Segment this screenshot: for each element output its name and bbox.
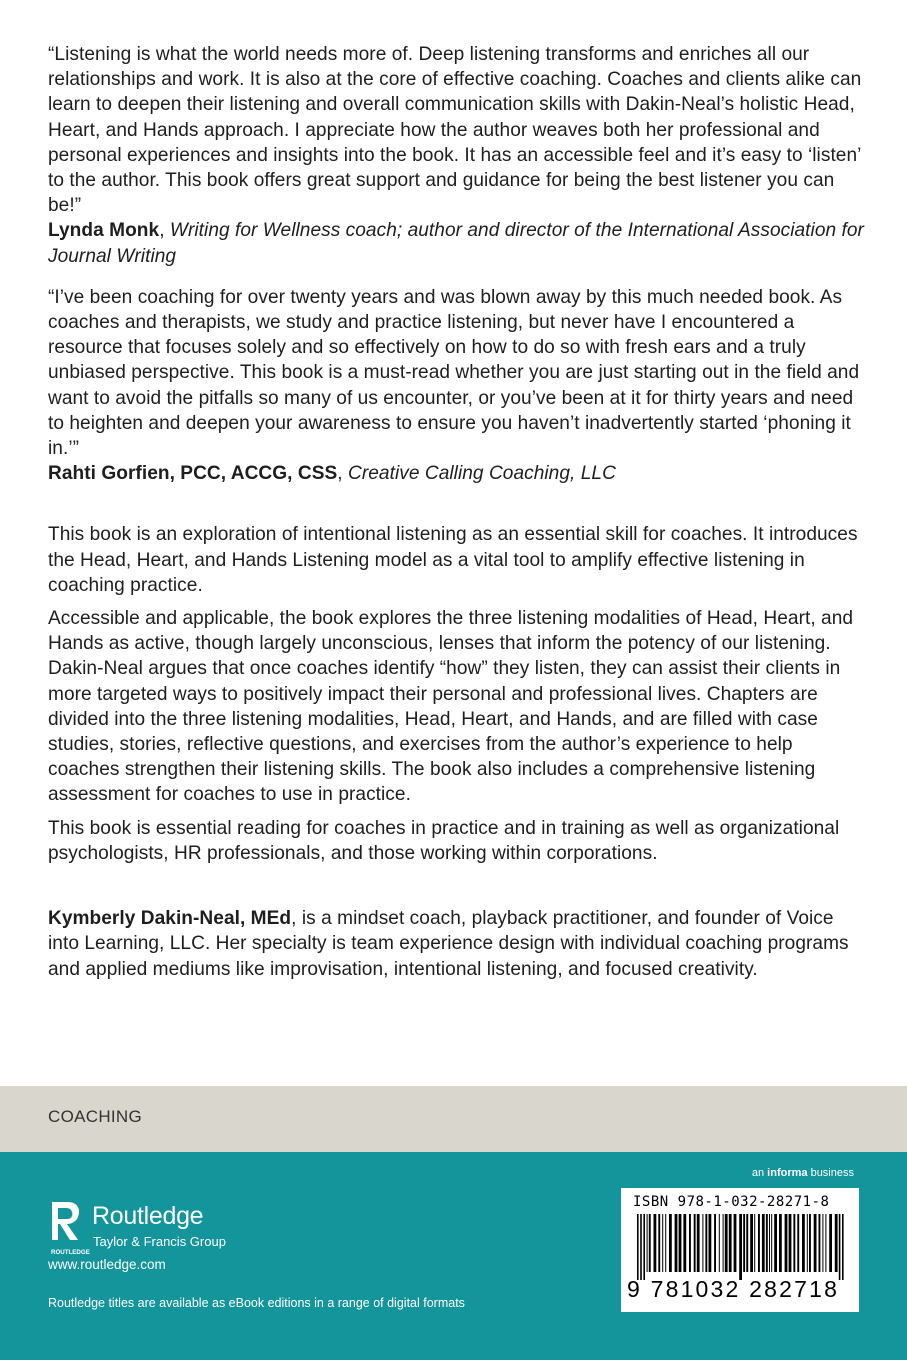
barcode-bar xyxy=(793,1214,795,1272)
publisher-group: Taylor & Francis Group xyxy=(93,1234,226,1249)
barcode-bar xyxy=(719,1214,720,1272)
barcode-bar xyxy=(774,1214,777,1272)
informa-brand: informa xyxy=(767,1167,808,1179)
barcode-bar xyxy=(743,1214,745,1272)
barcode-bar xyxy=(754,1214,755,1272)
ebook-note: Routledge titles are available as eBook editions in a range of digital formats xyxy=(48,1296,465,1310)
barcode-bar xyxy=(654,1214,657,1272)
barcode-bars xyxy=(631,1214,849,1280)
isbn-digits: 9 781032 282718 xyxy=(627,1276,840,1302)
barcode-bar xyxy=(643,1214,645,1280)
description-paragraph-1: This book is an exploration of intentional listening as an essential skill for coaches. It introduces the Head, Heart, and Hands Listening model as a vital tool to amplify effective listening in coaching practice. xyxy=(48,524,858,596)
barcode-bar xyxy=(723,1214,724,1272)
barcode-bar xyxy=(734,1214,737,1272)
isbn-label: ISBN 978-1-032-28271-8 xyxy=(633,1194,830,1210)
publisher-website[interactable]: www.routledge.com xyxy=(48,1257,166,1272)
barcode-bar xyxy=(729,1214,732,1272)
barcode-bar xyxy=(637,1214,639,1280)
barcode-bar xyxy=(797,1214,799,1272)
barcode-bar xyxy=(679,1214,682,1272)
isbn-barcode xyxy=(621,1188,859,1312)
barcode-bar xyxy=(750,1214,753,1272)
barcode-bar xyxy=(675,1214,678,1272)
barcode-bar xyxy=(746,1214,748,1272)
barcode-bar xyxy=(771,1214,772,1272)
description-paragraph-3: This book is essential reading for coaches in practice and in training as well as organizational psychologists, HR professionals, and those working within corporations. xyxy=(48,817,840,864)
barcode-bar xyxy=(802,1214,805,1272)
barcode-bar xyxy=(758,1214,760,1272)
barcode-bar xyxy=(714,1214,716,1272)
barcode-bar xyxy=(762,1214,765,1272)
barcode-bar xyxy=(807,1214,808,1272)
barcode-bar xyxy=(842,1214,844,1280)
testimonial-author: Rahti Gorfien, PCC, ACCG, CSS xyxy=(48,463,338,485)
barcode-bar xyxy=(819,1214,821,1272)
barcode-bar xyxy=(825,1214,826,1272)
routledge-logo-icon xyxy=(48,1200,90,1256)
category-band xyxy=(0,1086,907,1152)
barcode-bar xyxy=(694,1214,696,1272)
testimonial-text: “Listening is what the world needs more of. Deep listening transforms and enriches all our relationships and work. It is also at the core of effective coaching. Coaches and clients alike can learn to deepen their listening and overall communication skills with Dakin-Neal’s holistic Head, Heart, and Hands approach. I appreciate how the author weaves both her professional and personal experiences and insights into the book. It has an accessible feel and it’s easy to ‘listen’ to the author. This book offers great support and guidance for being the best listener you can be!” xyxy=(48,44,862,217)
barcode-bar xyxy=(640,1214,642,1280)
barcode-bar xyxy=(779,1214,782,1272)
publisher-footer xyxy=(0,1152,907,1360)
author-bio-text: , is a mindset coach, playback practitioner, and founder of Voice into Learning, LLC. Her specialty is team experience design with individual coaching programs and applied mediums like improvisation, intentional listening, and focused creativity. xyxy=(48,908,849,980)
testimonial-1: “Listening is what the world needs more of. Deep listening transforms and enriches all our relationships and work. It is also at the core of effective coaching. Coaches and clients alike can learn to deepen their listening and overall communication skills with Dakin-Neal’s holistic Head, Heart, and Hands approach. I appreciate how the author weaves both her professional and personal experiences and insights into the book. It has an accessible feel and it’s easy to ‘listen’ to the author. This book offers great support and guidance for being the best listener you can be!” Lynda Monk, Writing for Wellness coach; author and director of the International Association for Journal Writing xyxy=(48,44,864,267)
barcode-bar xyxy=(766,1214,768,1272)
informa-tagline: an informa business xyxy=(751,1167,854,1179)
author-bio xyxy=(48,906,868,982)
barcode-bar xyxy=(829,1214,832,1272)
barcode-bar xyxy=(725,1214,728,1272)
barcode-bar xyxy=(689,1214,691,1272)
barcode-bar xyxy=(702,1214,703,1272)
testimonial-author: Lynda Monk xyxy=(48,220,160,242)
barcode-bar xyxy=(769,1214,770,1272)
publisher-name: Routledge xyxy=(92,1202,204,1230)
barcode-bar xyxy=(705,1214,707,1272)
barcode-bar xyxy=(662,1214,663,1272)
testimonial-text: “I’ve been coaching for over twenty years and was blown away by this much needed book. As coaches and therapists, we study and practice listening, but never have I encountered a resource that focuses solely and so effectively on how to do so with fresh ears and a truly unbiased perspective. This book is a must-read whether you are just starting out in the field and want to avoid the pitfalls so many of us encounter, or you’ve been at it for thirty years and need to heighten and deepen your awareness to ensure you haven’t inadvertently started ‘phoning it in.’” xyxy=(48,286,860,460)
barcode-bar xyxy=(809,1214,811,1272)
barcode-bar xyxy=(822,1214,823,1272)
barcode-bar xyxy=(683,1214,686,1272)
barcode-bar xyxy=(665,1214,666,1272)
barcode-bar xyxy=(649,1214,651,1272)
barcode-bar xyxy=(647,1214,648,1272)
testimonial-affiliation: Creative Calling Coaching, LLC xyxy=(348,463,616,485)
barcode-bar xyxy=(785,1214,788,1272)
barcode-bar xyxy=(814,1214,817,1272)
barcode-bar xyxy=(697,1214,700,1272)
author-name: Kymberly Dakin-Neal, MEd xyxy=(48,908,292,930)
barcode-bar xyxy=(669,1214,672,1272)
barcode-bar xyxy=(739,1214,742,1280)
testimonial-affiliation: Writing for Wellness coach; author and director of the International Association for Journal Writing xyxy=(48,220,864,267)
barcode-bar xyxy=(789,1214,792,1272)
testimonial-2: “I’ve been coaching for over twenty years and was blown away by this much needed book. As coaches and therapists, we study and practice listening, but never have I encountered a resource that focuses solely and so effectively on how to do so with fresh ears and a truly unbiased perspective. This book is a must-read whether you are just starting out in the field and want to avoid the pitfalls so many of us encounter, or you’ve been at it for thirty years and need to heighten and deepen your awareness to ensure you haven’t inadvertently started ‘phoning it in.’” Rahti Gorfien, PCC, ACCG, CSS, Creative Calling Coaching, LLC xyxy=(48,286,860,485)
back-cover-text xyxy=(48,42,868,982)
barcode-bar xyxy=(709,1214,712,1272)
barcode-bar xyxy=(835,1214,838,1272)
category-label: COACHING xyxy=(48,1107,143,1126)
barcode-bar xyxy=(839,1214,841,1280)
barcode-bar xyxy=(658,1214,660,1272)
svg-text:ROUTLEDGE: ROUTLEDGE xyxy=(51,1249,90,1256)
description-paragraph-2: Accessible and applicable, the book explores the three listening modalities of Head, Heart, and Hands as active, though largely unconscious, lenses that inform the potency of our listening. Dakin-Neal argues that once coaches identify “how” they listen, they can assist their clients in more targeted ways to positively impact their personal and professional lives. Chapters are divided into the three listening modalities, Head, Heart, and Hands, and are filled with case studies, stories, reflective questions, and exercises from the author’s experience to help coaches strengthen their listening skills. The book also includes a comprehensive listening assessment for coaches to use in practice. xyxy=(48,608,854,806)
